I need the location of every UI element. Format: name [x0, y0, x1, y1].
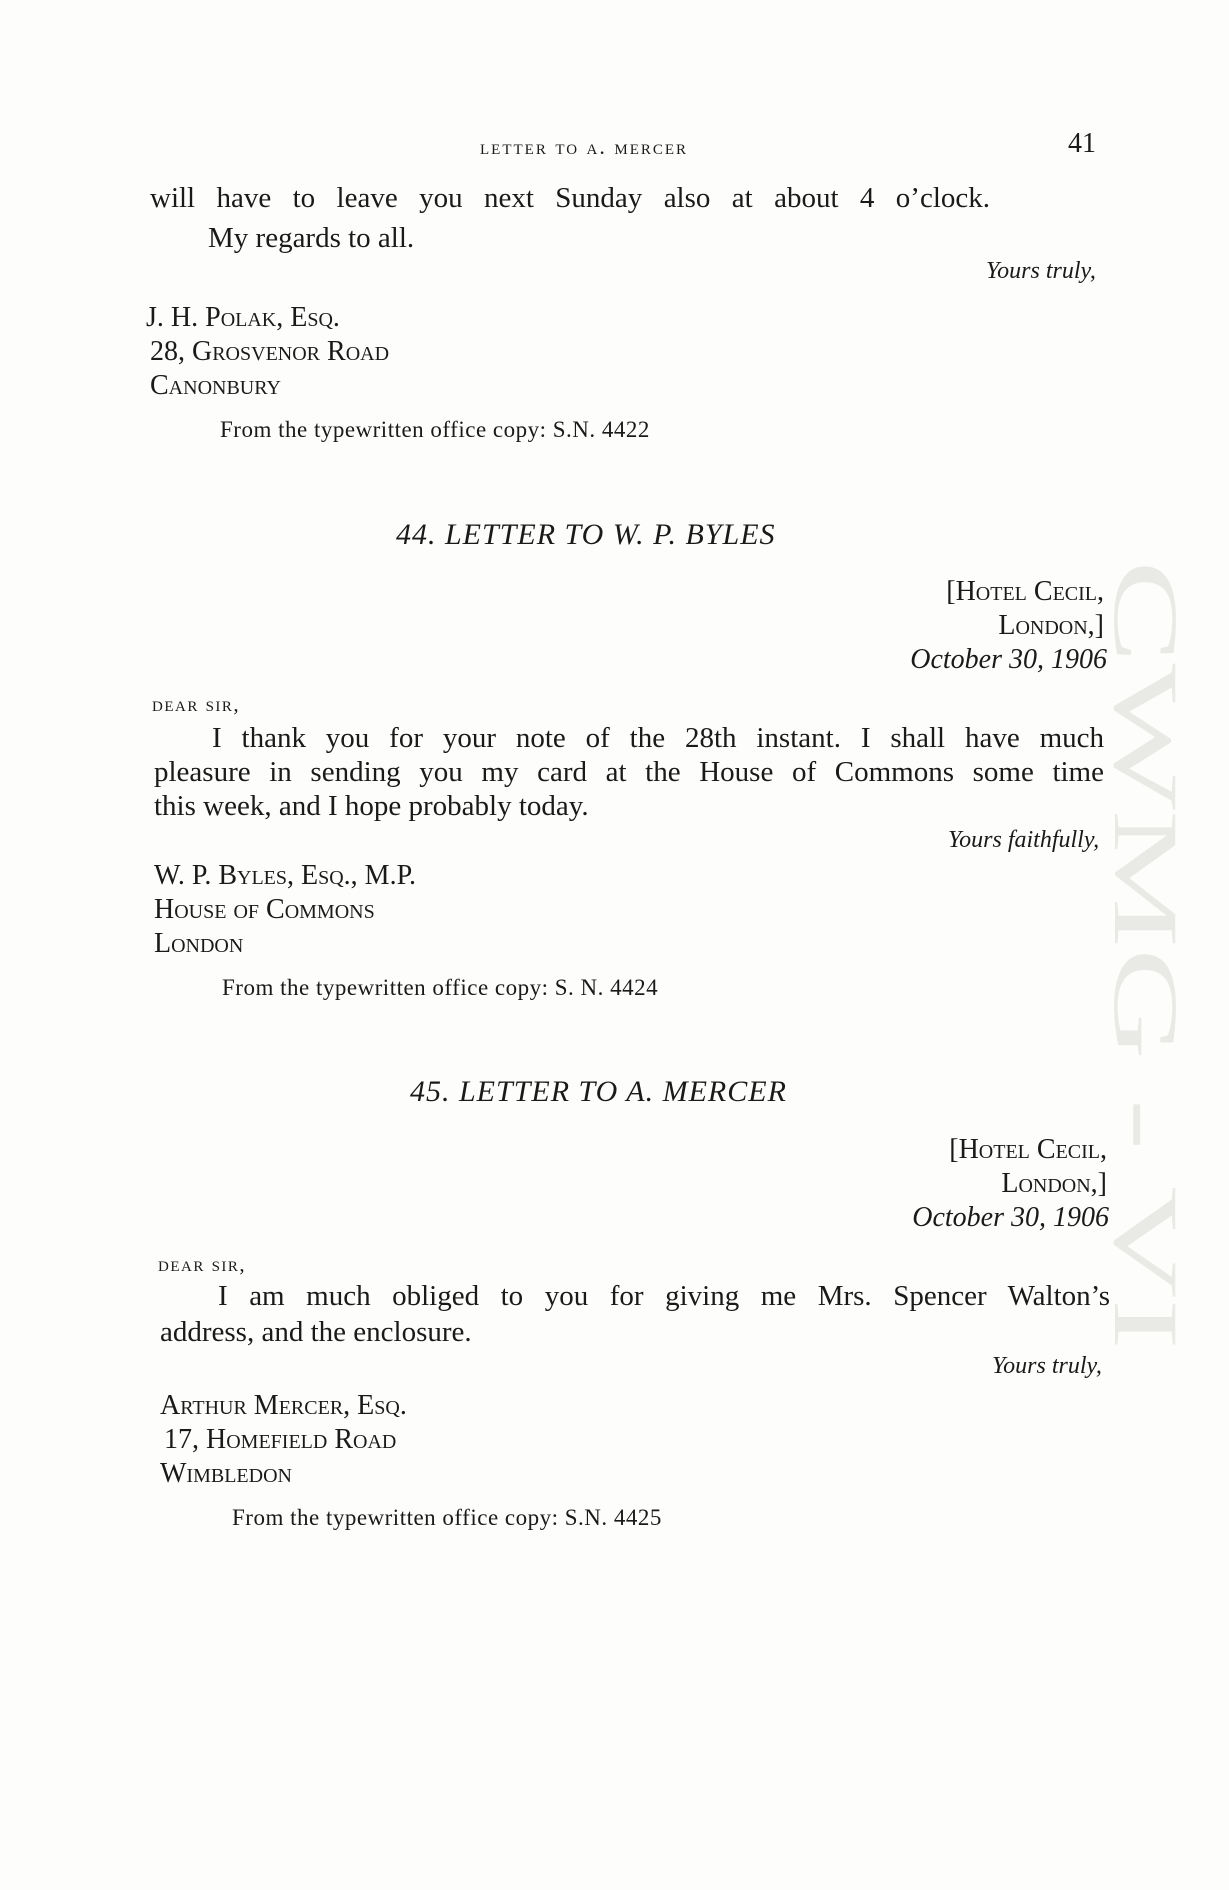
body-line: will have to leave you next Sunday also at about 4 o’clock. [150, 182, 990, 214]
letter-date: October 30, 1906 [910, 644, 1107, 675]
place-line: [Hotel Cecil, [949, 1134, 1107, 1165]
page-number: 41 [1068, 128, 1096, 159]
body-line: My regards to all. [208, 222, 415, 254]
body-line: address, and the enclosure. [160, 1316, 472, 1348]
source-note: From the typewritten office copy: S.N. 4425 [232, 1505, 662, 1530]
address-line: House of Commons [154, 894, 375, 925]
closing: Yours faithfully, [948, 827, 1100, 853]
address-line: J. H. Polak, Esq. [146, 302, 340, 333]
address-line: W. P. Byles, Esq., M.P. [154, 860, 417, 891]
watermark [1058, 560, 1197, 1360]
address-line: 28, Grosvenor Road [150, 336, 390, 367]
salutation: dear sir, [152, 692, 241, 716]
closing: Yours truly, [992, 1353, 1102, 1379]
closing: Yours truly, [986, 258, 1096, 284]
address-line: Canonbury [150, 370, 281, 401]
body-line: I am much obliged to you for giving me Mrs. Spencer Walton’s [218, 1280, 1110, 1312]
letter-date: October 30, 1906 [912, 1202, 1109, 1233]
body-line: pleasure in sending you my card at the House of Commons some time [154, 756, 1104, 788]
body-line: I thank you for your note of the 28th instant. I shall have much [212, 722, 1104, 754]
place-line: London,] [998, 610, 1104, 641]
letter-title: 45. LETTER TO A. MERCER [410, 1075, 787, 1108]
letter-title: 44. LETTER TO W. P. BYLES [396, 518, 776, 551]
salutation: dear sir, [158, 1252, 247, 1276]
source-note: From the typewritten office copy: S.N. 4422 [220, 417, 650, 442]
watermark-text: CWMG - VI [1095, 560, 1197, 1029]
address-line: Arthur Mercer, Esq. [160, 1390, 407, 1421]
body-line: this week, and I hope probably today. [154, 790, 589, 822]
running-title: letter to a. mercer [480, 134, 689, 159]
place-line: London,] [1001, 1168, 1107, 1199]
address-line: 17, Homefield Road [164, 1424, 397, 1455]
address-line: London [154, 928, 244, 959]
place-line: [Hotel Cecil, [946, 576, 1104, 607]
address-line: Wimbledon [160, 1458, 292, 1489]
source-note: From the typewritten office copy: S. N. 4424 [222, 975, 659, 1000]
